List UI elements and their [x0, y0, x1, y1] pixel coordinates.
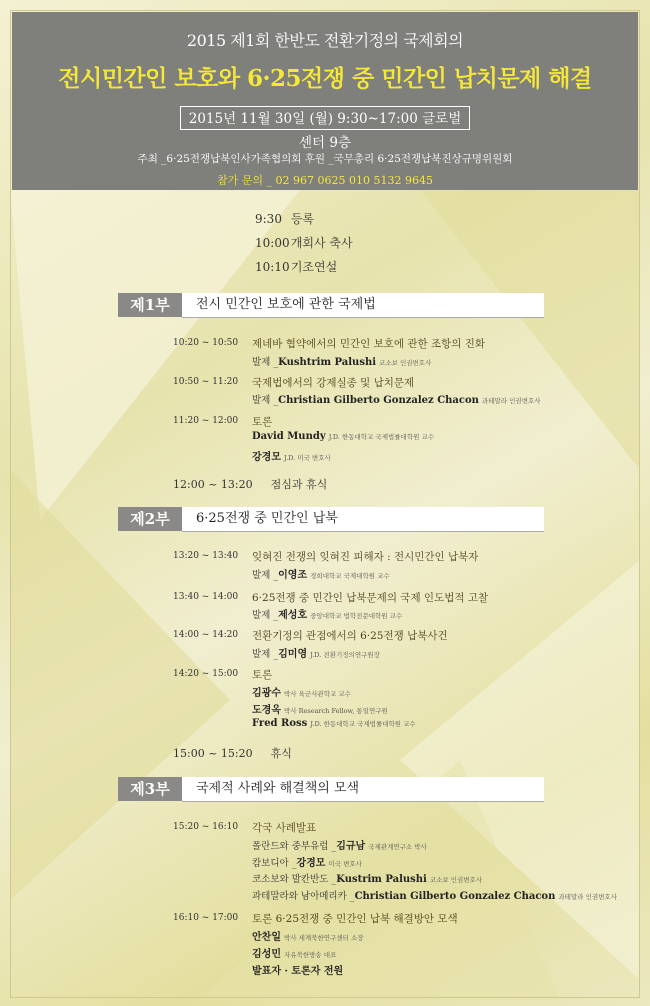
discussant-affiliation: 박사 세계북한연구센터 소장 — [284, 934, 364, 942]
presenter — [252, 645, 380, 660]
discussant-name: 강경모 — [252, 452, 281, 463]
country-case — [252, 888, 617, 902]
contact-info: 참가 문의 _ 02 967 0625 010 5132 9645 — [217, 174, 433, 187]
session-topic: 토론 6·25전쟁 중 민간인 납북 해결방안 모색 — [252, 913, 458, 925]
presenter — [252, 354, 431, 368]
part1-banner — [118, 293, 544, 317]
presenter-affiliation: 코소보 인권변호사 — [379, 359, 432, 367]
presenter-affiliation: 과테말라 인권변호사 — [481, 397, 541, 405]
intro-item-keynote — [255, 258, 337, 275]
intro-item-opening — [255, 234, 353, 251]
presenter-prefix: 발제 _ — [252, 357, 279, 368]
country-label: 폴란드와 중부유럽 _ — [252, 841, 337, 852]
session-time: 13:20 ~ 13:40 — [173, 551, 239, 561]
intro-time: 9:30 — [255, 212, 282, 226]
part1-number: 제1부 — [118, 293, 182, 317]
presenter-prefix: 발제 _ — [252, 395, 279, 406]
presenter-prefix: 발제 _ — [252, 649, 279, 660]
discussant — [252, 448, 331, 463]
session-time: 10:50 ~ 11:20 — [173, 377, 239, 387]
break-time: 12:00 ~ 13:20 — [173, 478, 253, 491]
discussant-affiliation: 자유북한방송 대표 — [284, 951, 337, 959]
country-label: 과테말라와 남아메리카 _ — [252, 891, 355, 902]
part3-number: 제3부 — [118, 777, 182, 801]
discussant-name: David Mundy — [252, 431, 326, 442]
intro-time: 10:00 — [255, 236, 290, 250]
break-label: 휴식 — [270, 747, 292, 760]
discussant-affiliation: J.D. 한동대학교 국제법률대학원 교수 — [328, 433, 435, 441]
date-venue-box: 2015년 11월 30일 (월) 9:30~17:00 글로벌 센터 9층 — [180, 106, 470, 130]
organizers: 주최 _6·25전쟁납북인사가족협의회 후원 _국무총리 6·25전쟁납북진상규명위원회 — [137, 153, 513, 165]
presenter-affiliation: 코소보 인권변호사 — [429, 876, 483, 884]
country-label: 캄보디아 _ — [252, 858, 297, 869]
presenter-name: 김미영 — [278, 649, 308, 660]
presenter — [252, 606, 402, 621]
discussant — [252, 701, 388, 716]
session-time: 10:20 ~ 10:50 — [173, 338, 239, 348]
discussant-affiliation: 박사 Research Fellow, 통일연구원 — [284, 707, 388, 715]
session-topic: 잊혀진 전쟁의 잊혀진 피해자 : 전시민간인 납북자 — [252, 551, 479, 563]
session-time: 13:40 ~ 14:00 — [173, 592, 239, 602]
presenter-affiliation: 미국 변호사 — [328, 860, 362, 868]
part2-number: 제2부 — [118, 507, 182, 531]
intro-time: 10:10 — [255, 260, 290, 274]
discussant — [252, 945, 336, 960]
country-case — [252, 871, 482, 885]
discussant-name: 김성민 — [252, 949, 281, 960]
intro-item-registration — [255, 210, 314, 227]
conference-title: 전시민간인 보호와 6·25전쟁 중 민간인 납치문제 해결 — [58, 65, 592, 92]
part1-title: 전시 민간인 보호에 관한 국제법 — [182, 293, 544, 318]
presenter-name: 김규남 — [336, 841, 366, 852]
session-topic: 6·25전쟁 중 민간인 납북문제의 국제 인도법적 고찰 — [252, 592, 489, 604]
country-label: 코소보와 발칸반도 _ — [252, 874, 337, 885]
discussant-name: 김광수 — [252, 688, 281, 699]
discussant — [252, 431, 434, 442]
session-topic: 각국 사례발표 — [252, 822, 317, 834]
break-time: 15:00 ~ 15:20 — [173, 747, 253, 760]
intro-label: 등록 — [290, 212, 315, 226]
discussant-affiliation: J.D. 한동대학교 국제법률대학원 교수 — [310, 720, 416, 728]
discussant — [252, 718, 416, 729]
presenter-prefix: 발제 _ — [252, 610, 279, 621]
presenter-affiliation: 경희대학교 국제대학원 교수 — [310, 572, 390, 580]
session-topic: 국제법에서의 강제실종 및 납치문제 — [252, 377, 415, 389]
session-topic: 토론 — [252, 416, 273, 428]
session-time: 14:20 ~ 15:00 — [173, 669, 239, 679]
presenter-name: 이영조 — [278, 570, 308, 581]
session-topic: 제네바 협약에서의 민간인 보호에 관한 조항의 진화 — [252, 338, 486, 350]
presenter — [252, 566, 390, 581]
all-participants: 발표자 · 토론자 전원 — [252, 966, 344, 977]
intro-label: 기조연설 — [290, 260, 338, 274]
part2-banner — [118, 507, 544, 531]
part3-title: 국제적 사례와 해결책의 모색 — [182, 777, 544, 802]
session-time: 15:20 ~ 16:10 — [173, 822, 239, 832]
presenter-prefix: 발제 _ — [252, 570, 279, 581]
presenter-name: Christian Gilberto Gonzalez Chacon — [354, 891, 556, 902]
presenter-name: 제성호 — [278, 610, 308, 621]
intro-label: 개회사 축사 — [290, 236, 353, 250]
session-time: 11:20 ~ 12:00 — [173, 416, 239, 426]
session-time: 16:10 ~ 17:00 — [173, 913, 239, 923]
presenter-name: 강경모 — [296, 858, 326, 869]
presenter-affiliation: J.D. 전환기정의연구원장 — [310, 651, 380, 659]
conference-subtitle: 2015 제1회 한반도 전환기정의 국제회의 — [186, 31, 464, 50]
presenter-affiliation: 과테말라 인권변호사 — [558, 893, 617, 901]
discussant-affiliation: 박사 육군사관학교 교수 — [284, 690, 351, 698]
part3-banner — [118, 777, 544, 801]
discussant — [252, 962, 343, 977]
country-case — [252, 837, 427, 852]
lunch-break — [173, 476, 327, 492]
session-time: 14:00 ~ 14:20 — [173, 630, 239, 640]
presenter-affiliation: 중앙대학교 법학전문대학원 교수 — [310, 612, 403, 620]
part2-title: 6·25전쟁 중 민간인 납북 — [182, 507, 544, 532]
discussant — [252, 684, 351, 699]
discussant-name: Fred Ross — [252, 718, 308, 729]
presenter — [252, 392, 541, 406]
presenter-name: Kushtrim Palushi — [278, 357, 377, 368]
presenter-name: Kustrim Palushi — [336, 874, 427, 885]
discussant — [252, 928, 364, 943]
coffee-break — [173, 745, 292, 761]
presenter-name: Christian Gilberto Gonzalez Chacon — [278, 395, 479, 406]
header-banner — [12, 12, 638, 190]
session-topic: 토론 — [252, 669, 273, 681]
discussant-affiliation: J.D. 미국 변호사 — [284, 454, 331, 462]
discussant-name: 도경옥 — [252, 705, 281, 716]
presenter-affiliation: 국제관계연구소 박사 — [368, 843, 427, 851]
break-label: 점심과 휴식 — [270, 478, 328, 491]
discussant-name: 안찬일 — [252, 932, 281, 943]
country-case — [252, 854, 362, 869]
session-topic: 전환기정의 관점에서의 6·25전쟁 납북사건 — [252, 630, 448, 642]
